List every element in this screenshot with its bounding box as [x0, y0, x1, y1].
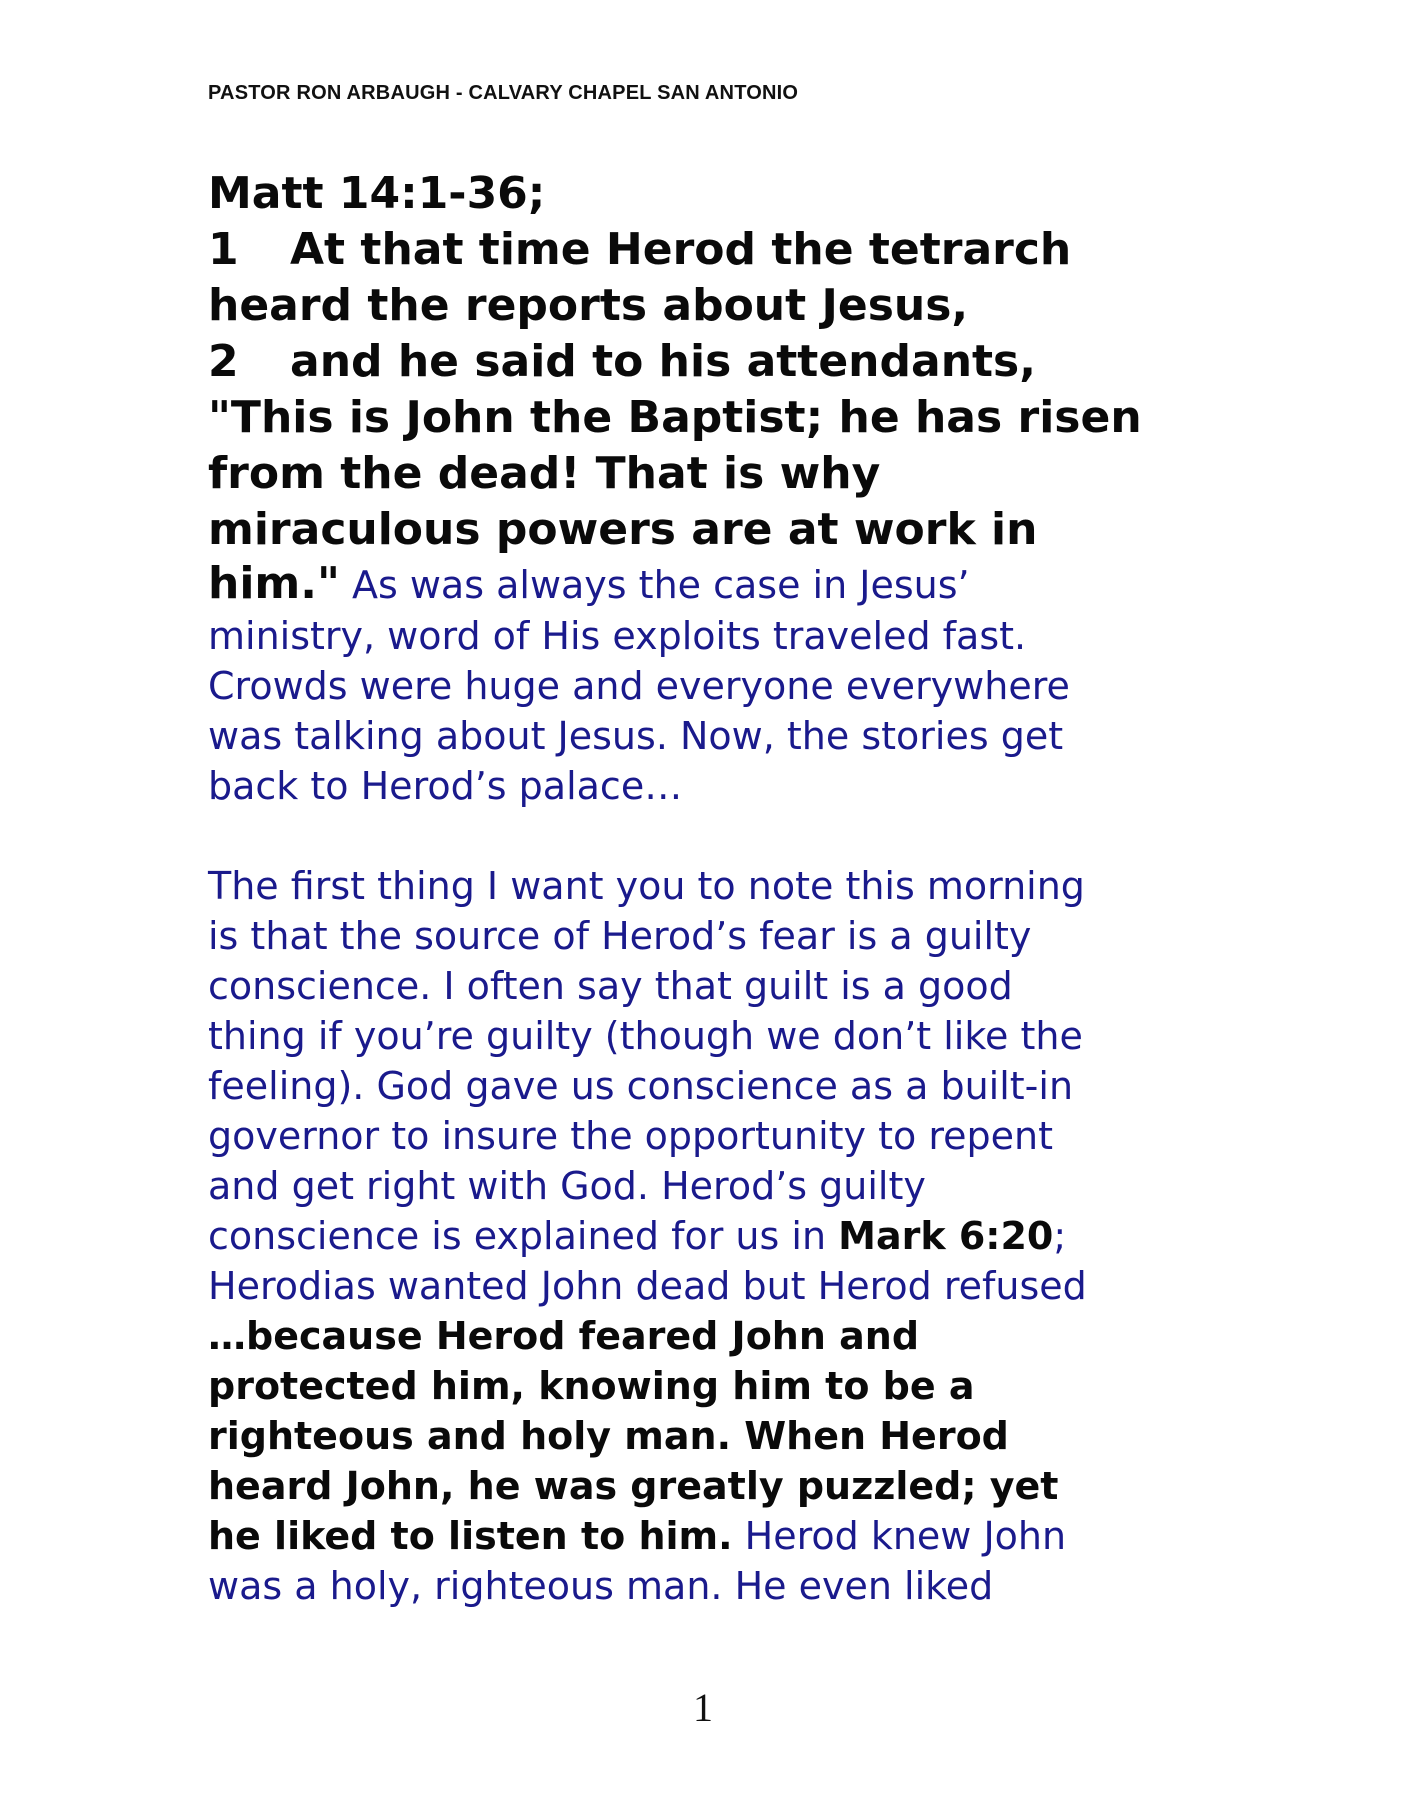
verse-2-line-3: from the dead! That is why [208, 448, 881, 499]
quote-text: he liked to listen to him. [208, 1514, 733, 1558]
scripture-reference: Matt 14:1-36; [208, 168, 546, 219]
verse-text: and he said to his attendants, [290, 336, 1036, 387]
quote-line-2: protected him, knowing him to be a [208, 1364, 975, 1408]
page-header: PASTOR RON ARBAUGH - CALVARY CHAPEL SAN ANTONIO [208, 82, 799, 104]
commentary-text: As was always the case in Jesus’ [339, 563, 970, 607]
commentary-2-line-1: The first thing I want you to note this morning [208, 864, 1085, 908]
verse-2-end-and-commentary [208, 558, 1228, 611]
page-number: 1 [693, 1685, 713, 1730]
commentary-2-line-2: is that the source of Herod’s fear is a guilty [208, 914, 1032, 958]
verse-text: At that time Herod the tetrarch [290, 224, 1072, 275]
commentary-text: Herod knew John [732, 1514, 1067, 1558]
commentary-3-line-1: was a holy, righteous man. He even liked [208, 1564, 994, 1608]
quote-line-3: righteous and holy man. When Herod [208, 1414, 1009, 1458]
verse-number: 1 [208, 224, 239, 275]
quote-line-5 [208, 1511, 1228, 1561]
commentary-punctuation: ; [1053, 1214, 1067, 1258]
verse-2-end: him." [208, 558, 340, 609]
quote-line-1: …because Herod feared John and [208, 1314, 920, 1358]
paragraph-gap [208, 811, 1228, 861]
commentary-2-line-6: governor to insure the opportunity to repent [208, 1114, 1053, 1158]
commentary-2-line-7: and get right with God. Herod’s guilty [208, 1164, 926, 1208]
commentary-1-line-4: was talking about Jesus. Now, the stories get [208, 714, 1064, 758]
verse-2-line-1 [208, 334, 1228, 390]
commentary-text: conscience is explained for us in [208, 1214, 839, 1258]
verse-number: 2 [208, 336, 239, 387]
verse-1-line-2: heard the reports about Jesus, [208, 280, 969, 331]
commentary-1-line-2: ministry, word of His exploits traveled fast. [208, 614, 1027, 658]
verse-2-line-4: miraculous powers are at work in [208, 504, 1038, 555]
commentary-2-line-3: conscience. I often say that guilt is a good [208, 964, 1013, 1008]
verse-1-line-1 [208, 222, 1228, 278]
commentary-2-line-9: Herodias wanted John dead but Herod refused [208, 1264, 1087, 1308]
commentary-2-line-5: feeling). God gave us conscience as a built-in [208, 1064, 1074, 1108]
commentary-2-line-4: thing if you’re guilty (though we don’t like the [208, 1014, 1083, 1058]
quote-line-4: heard John, he was greatly puzzled; yet [208, 1464, 1059, 1508]
document-body [208, 166, 1228, 1611]
commentary-2-line-8 [208, 1211, 1228, 1261]
scripture-citation: Mark 6:20 [838, 1214, 1054, 1258]
commentary-1-line-5: back to Herod’s palace… [208, 764, 683, 808]
verse-2-line-2: "This is John the Baptist; he has risen [208, 392, 1142, 443]
commentary-1-line-3: Crowds were huge and everyone everywhere [208, 664, 1070, 708]
